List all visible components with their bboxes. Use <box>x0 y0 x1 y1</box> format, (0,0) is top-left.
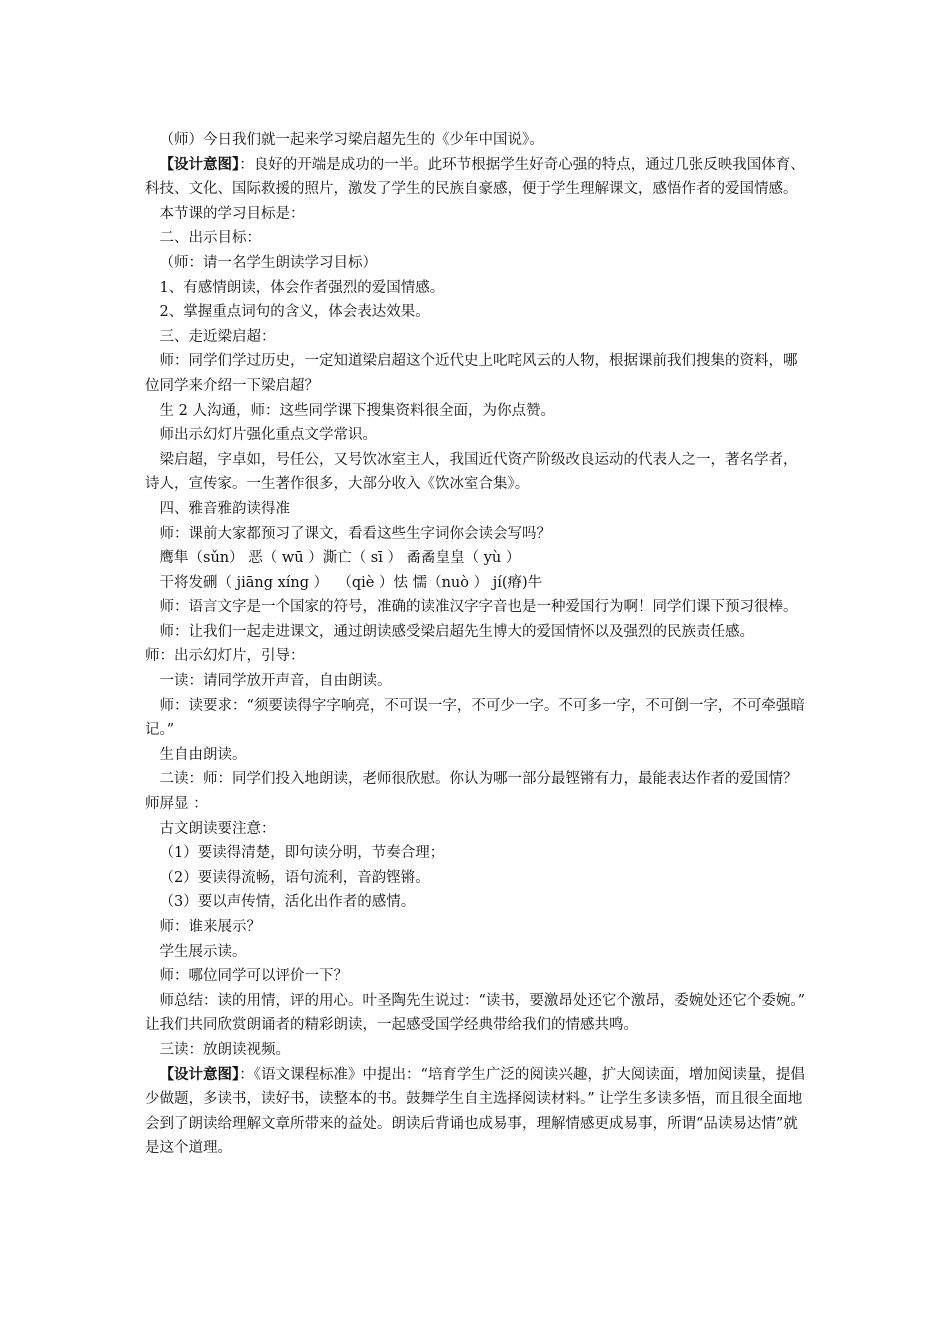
paragraph: 学生展示读。 <box>159 943 247 960</box>
design-intent-label: 【设计意图】 <box>159 1065 240 1083</box>
design-intent-label: 【设计意图】 <box>159 155 240 173</box>
goal-item: 2、掌握重点词句的含义，体会表达效果。 <box>159 304 430 321</box>
paragraph: 一读：请同学放开声音，自由朗读。 <box>159 673 392 690</box>
paragraph: （师）今日我们就一起来学习梁启超先生的《少年中国说》。 <box>159 132 544 148</box>
paragraph: 梁启超，字卓如，号任公，又号饮冰室主人，我国近代资产阶级改良运动的代表人之一，著名学者，诗人，宣传家。一生著作很多，大部分收入《饮冰室合集》。 <box>145 451 798 493</box>
vocab-line: 干将发硎（ jiāng xíng ） （qiè ）怯 懦（nuò ） jí(瘠)牛 <box>159 574 543 591</box>
paragraph-design-intent: 【设计意图】：良好的开端是成功的一半。此环节根据学生好奇心强的特点，通过几张反映我国体育、科技、文化、国际救援的照片，激发了学生的民族自豪感，便于学生理解课文，感悟作者的爱国情感。 <box>145 155 805 198</box>
paragraph: 师：语言文字是一个国家的符号，准确的读准汉字字音也是一种爱国行为啊！同学们课下预习很棒。 <box>159 599 798 616</box>
paragraph: 师出示幻灯片强化重点文学常识。 <box>159 427 377 444</box>
paragraph: 师：谁来展示？ <box>159 919 261 935</box>
paragraph: 二读：师：同学们投入地朗读，老师很欣慰。你认为哪一部分最铿锵有力，最能表达作者的爱国情？师屏显 ： <box>145 771 798 813</box>
section-heading: 三、走近梁启超： <box>159 328 276 345</box>
paragraph: 本节课的学习目标是： <box>159 205 305 222</box>
document-body <box>145 128 810 1161</box>
paragraph: 师：同学们学过历史，一定知道梁启超这个近代史上叱咤风云的人物，根据课前我们搜集的资料，哪位同学来介绍一下梁启超？ <box>145 353 798 394</box>
goal-item: 1、有感情朗读，体会作者强烈的爱国情感。 <box>159 279 445 296</box>
paragraph: 三读：放朗读视频。 <box>159 1041 290 1058</box>
list-item: （2）要读得流畅，语句流利，音韵铿锵。 <box>159 869 430 886</box>
paragraph: 师总结：读的用情，评的用心。叶圣陶先生说过：“读书，要激昂处还它个激昂，委婉处还它个委婉。” 让我们共同欣赏朗诵者的精彩朗读，一起感受国学经典带给我们的情感共鸣。 <box>145 992 806 1034</box>
paragraph: 师：哪位同学可以评价一下？ <box>159 968 348 985</box>
paragraph: 生自由朗读。 <box>159 746 247 763</box>
paragraph: 师：让我们一起走进课文，通过朗读感受梁启超先生博大的爱国情怀以及强烈的民族责任感。 <box>159 623 754 640</box>
paragraph: 古文朗读要注意： <box>159 820 276 837</box>
section-heading: 二、出示目标： <box>159 230 261 247</box>
paragraph: 师：课前大家都预习了课文，看看这些生字词你会读会写吗？ <box>159 525 551 542</box>
paragraph: 生 2 人沟通，师：这些同学课下搜集资料很全面，为你点赞。 <box>159 402 555 419</box>
paragraph: （师：请一名学生朗读学习目标） <box>159 254 377 271</box>
vocab-line: 鹰隼（sǔn） 恶（ wū ）澌亡（ sī ） 矞矞皇皇（ yù ） <box>159 550 521 567</box>
section-heading: 四、雅音雅韵读得准 <box>159 500 290 517</box>
paragraph: 师：出示幻灯片，引导： <box>145 648 305 665</box>
paragraph-design-intent: 【设计意图】：《语文课程标准》中提出：“培育学生广泛的阅读兴趣，扩大阅读面，增加阅读量，提倡少做题，多读书，读好书，读整本的书。鼓舞学生自主选择阅读材料。” 让学生多读多悟，而且很全面地会到了朗读给理解文章所带来的益处。朗读后背诵也成易事，理解情感更成易事，所谓“品读易达情”就是这个道理。 <box>145 1065 805 1157</box>
list-item: （1）要读得清楚，即句读分明，节奏合理； <box>159 845 445 862</box>
list-item: （3）要以声传情，活化出作者的感情。 <box>159 894 416 911</box>
paragraph: 师：读要求：“须要读得字字响亮，不可误一字，不可少一字。不可多一字，不可倒一字，不可牵强暗记。” <box>145 697 805 739</box>
